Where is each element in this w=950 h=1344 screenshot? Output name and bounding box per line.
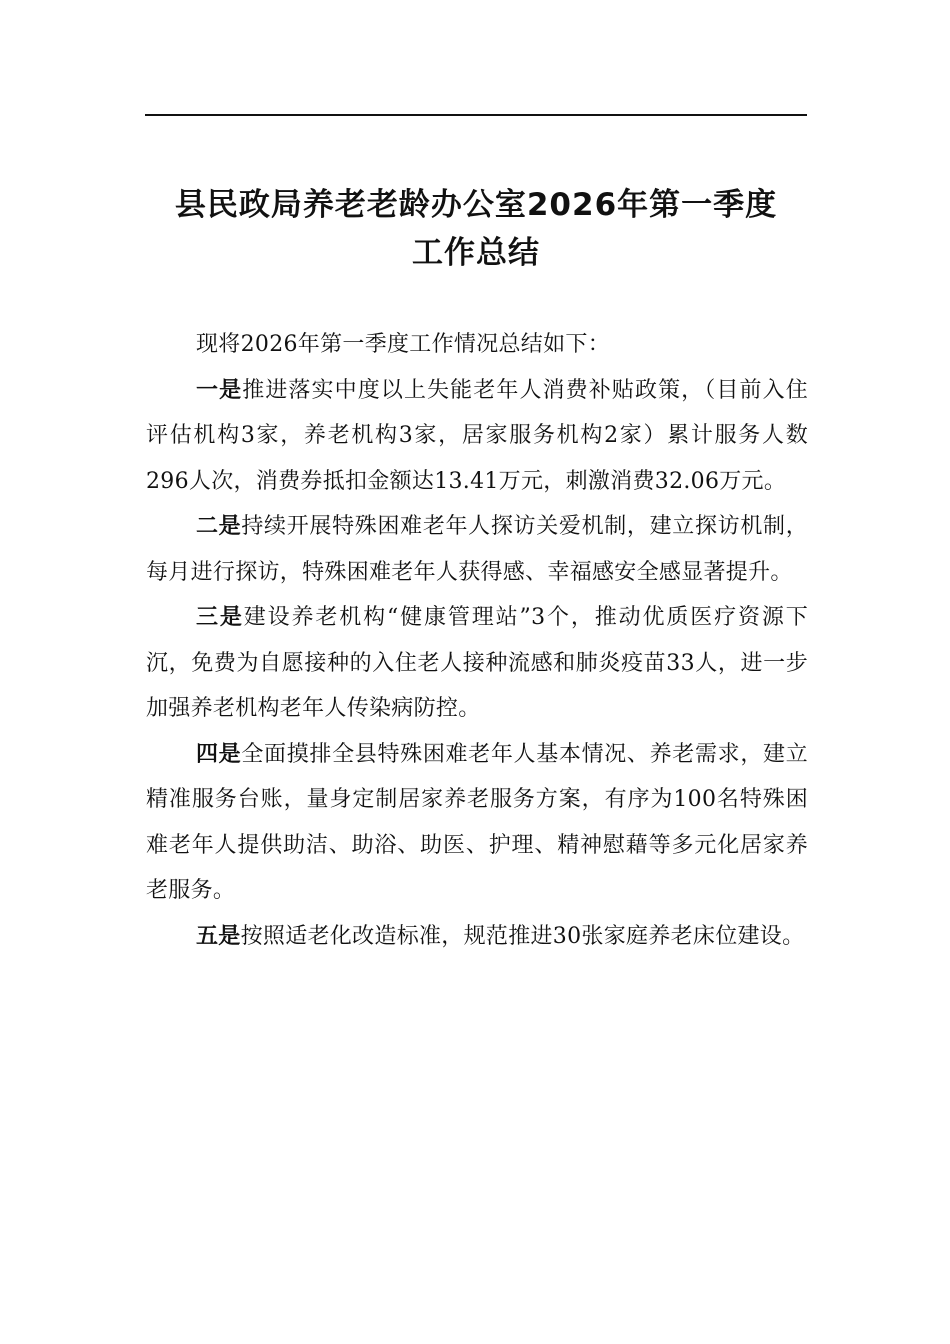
item-lead-4: 四是 <box>196 740 242 767</box>
header-rule <box>145 114 807 116</box>
item-text-4: 全面摸排全县特殊困难老年人基本情况、养老需求，建立精准服务台账，量身定制居家养老服务方案，有序为100名特殊困难老年人提供助洁、助浴、助医、护理、精神慰藉等多元化居家养老服务。 <box>146 741 808 903</box>
document-title <box>120 181 832 277</box>
intro-paragraph: 现将2026年第一季度工作情况总结如下： <box>196 332 610 357</box>
item-paragraph-2 <box>146 504 808 595</box>
item-lead-5: 五是 <box>196 922 241 949</box>
item-text-2: 持续开展特殊困难老年人探访关爱机制，建立探访机制，每月进行探访，特殊困难老年人获得感、幸福感安全感显著提升。 <box>146 514 808 585</box>
item-lead-3: 三是 <box>196 604 244 630</box>
item-paragraph-5 <box>146 914 808 960</box>
item-lead-1: 一是 <box>196 376 243 403</box>
item-text-3: 建设养老机构“健康管理站”3个，推动优质医疗资源下沉，免费为自愿接种的入住老人接种流感和肺炎疫苗33人，进一步加强养老机构老年人传染病防控。 <box>146 605 808 721</box>
item-paragraph-4 <box>146 732 808 914</box>
item-paragraph-1 <box>146 368 808 505</box>
title-line-2: 工作总结 <box>412 234 540 271</box>
document-body <box>146 322 808 959</box>
title-line-1: 县民政局养老老龄办公室2026年第一季度 <box>174 186 778 223</box>
item-text-1: 推进落实中度以上失能老年人消费补贴政策，（目前入住评估机构3家，养老机构3家，居家服务机构2家）累计服务人数296人次，消费券抵扣金额达13.41万元，刺激消费32.06万元。 <box>146 377 808 494</box>
item-lead-2: 二是 <box>196 513 242 539</box>
item-paragraph-3 <box>146 595 808 732</box>
item-text-5: 按照适老化改造标准，规范推进30张家庭养老床位建设。 <box>240 923 805 949</box>
